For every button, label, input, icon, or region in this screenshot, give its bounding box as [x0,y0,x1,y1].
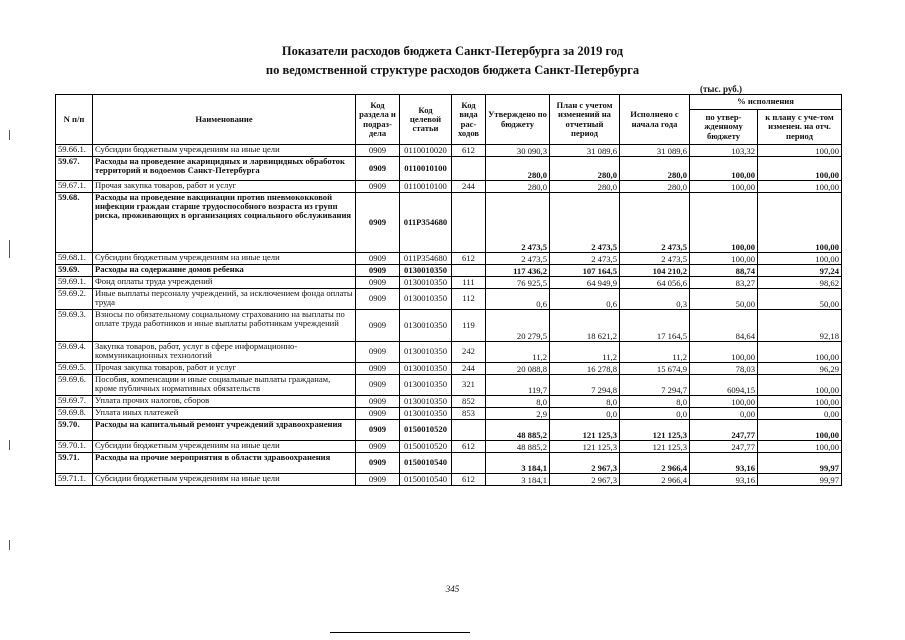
cell-num: 59.69.1. [56,277,93,289]
cell-pp: 100,00 [758,441,842,453]
cell-plan: 0,6 [550,289,620,310]
cell-exec: 7 294,7 [620,375,690,396]
cell-sec: 0909 [356,453,400,474]
cell-plan: 2 473,5 [550,193,620,253]
cell-pp: 50,00 [758,289,842,310]
cell-approved: 2,9 [486,408,550,420]
cell-sec: 0909 [356,396,400,408]
cell-num: 59.69.2. [56,289,93,310]
cell-plan: 121 125,3 [550,441,620,453]
cell-num: 59.66.1. [56,145,93,157]
table-row [56,157,842,181]
table-row [56,145,842,157]
cell-target: 0130010350 [400,396,452,408]
cell-type: 321 [452,375,486,396]
header-percent-budget: по утвер-жденному бюджету [690,110,758,145]
cell-target: 0150010520 [400,441,452,453]
cell-sec: 0909 [356,181,400,193]
cell-target: 0130010350 [400,363,452,375]
cell-pb: 78,03 [690,363,758,375]
cell-type: 242 [452,342,486,363]
cell-plan: 2 473,5 [550,253,620,265]
cell-num: 59.69.3. [56,310,93,342]
bottom-line [330,632,470,633]
margin-mark [9,440,10,450]
cell-target: 0130010350 [400,277,452,289]
header-percent-plan: к плану с уче-том изменен. на отч. период [758,110,842,145]
cell-exec: 31 089,6 [620,145,690,157]
cell-pb: 247,77 [690,420,758,441]
cell-exec: 104 210,2 [620,265,690,277]
cell-pb: 93,16 [690,474,758,486]
cell-name: Уплата иных платежей [93,408,356,420]
cell-plan: 107 164,5 [550,265,620,277]
cell-approved: 20 279,5 [486,310,550,342]
cell-type [452,453,486,474]
cell-plan: 16 278,8 [550,363,620,375]
cell-sec: 0909 [356,363,400,375]
cell-exec: 121 125,3 [620,441,690,453]
cell-name: Субсидии бюджетным учреждениям на иные цели [93,145,356,157]
cell-type: 111 [452,277,486,289]
margin-mark [9,130,10,140]
cell-exec: 0,3 [620,289,690,310]
cell-type [452,265,486,277]
table-row [56,474,842,486]
table-row [56,289,842,310]
cell-approved: 76 925,5 [486,277,550,289]
cell-type [452,420,486,441]
cell-sec: 0909 [356,157,400,181]
cell-exec: 2 966,4 [620,453,690,474]
cell-pp: 100,00 [758,193,842,253]
cell-name: Расходы на капитальный ремонт учреждений здравоохранения [93,420,356,441]
cell-exec: 8,0 [620,396,690,408]
cell-pp: 96,29 [758,363,842,375]
cell-num: 59.69.7. [56,396,93,408]
table-row [56,253,842,265]
cell-plan: 18 621,2 [550,310,620,342]
cell-pp: 100,00 [758,181,842,193]
cell-sec: 0909 [356,145,400,157]
page-number: 345 [445,584,460,594]
cell-sec: 0909 [356,265,400,277]
margin-mark [9,540,10,550]
cell-approved: 119,7 [486,375,550,396]
cell-name: Расходы на проведение вакцинации против пневмококковой инфекции граждан старше трудоспособного возраста из групп риска, проживающих в организациях социального обслуживания [93,193,356,253]
cell-pp: 100,00 [758,396,842,408]
cell-plan: 0,0 [550,408,620,420]
budget-table [55,94,842,486]
cell-plan: 31 089,6 [550,145,620,157]
cell-type [452,193,486,253]
cell-num: 59.70. [56,420,93,441]
cell-num: 59.69.5. [56,363,93,375]
cell-name: Расходы на прочие мероприятия в области здравоохранения [93,453,356,474]
cell-name: Уплата прочих налогов, сборов [93,396,356,408]
cell-approved: 20 088,8 [486,363,550,375]
cell-approved: 117 436,2 [486,265,550,277]
cell-num: 59.70.1. [56,441,93,453]
cell-pb: 103,32 [690,145,758,157]
table-row [56,453,842,474]
cell-target: 0130010350 [400,375,452,396]
cell-num: 59.71.1. [56,474,93,486]
cell-pb: 6094,15 [690,375,758,396]
header-num: N п/п [56,95,93,145]
cell-approved: 2 473,5 [486,253,550,265]
cell-approved: 280,0 [486,157,550,181]
cell-name: Субсидии бюджетным учреждениям на иные цели [93,441,356,453]
cell-target: 0130010350 [400,408,452,420]
cell-pp: 99,97 [758,453,842,474]
table-row [56,277,842,289]
header-target-code: Код целевой статьи [400,95,452,145]
cell-target: 0110010020 [400,145,452,157]
table-row [56,396,842,408]
cell-num: 59.67.1. [56,181,93,193]
header-executed: Исполнено с начала года [620,95,690,145]
table-row [56,342,842,363]
cell-target: 0110010100 [400,181,452,193]
header-section-code: Код раздела и подраз-дела [356,95,400,145]
cell-type: 612 [452,474,486,486]
cell-approved: 48 885,2 [486,441,550,453]
cell-type: 244 [452,181,486,193]
cell-approved: 280,0 [486,181,550,193]
cell-num: 59.69.4. [56,342,93,363]
cell-target: 0130010350 [400,342,452,363]
margin-mark [9,240,10,258]
cell-sec: 0909 [356,310,400,342]
cell-target: 0130010350 [400,265,452,277]
cell-num: 59.68. [56,193,93,253]
table-row [56,441,842,453]
table-row [56,193,842,253]
cell-exec: 15 674,9 [620,363,690,375]
cell-pb: 0,00 [690,408,758,420]
cell-type: 612 [452,145,486,157]
cell-pb: 100,00 [690,253,758,265]
cell-sec: 0909 [356,277,400,289]
table-row [56,363,842,375]
cell-name: Взносы по обязательному социальному страхованию на выплаты по оплате труда работников и иные выплаты работникам учреждений [93,310,356,342]
cell-type: 119 [452,310,486,342]
cell-target: 0110010100 [400,157,452,181]
cell-approved: 11,2 [486,342,550,363]
cell-type: 853 [452,408,486,420]
cell-name: Иные выплаты персоналу учреждений, за исключением фонда оплаты труда [93,289,356,310]
cell-plan: 64 949,9 [550,277,620,289]
cell-exec: 17 164,5 [620,310,690,342]
cell-approved: 3 184,1 [486,474,550,486]
cell-type: 612 [452,253,486,265]
cell-name: Прочая закупка товаров, работ и услуг [93,181,356,193]
cell-target: 0150010540 [400,474,452,486]
cell-pp: 100,00 [758,420,842,441]
cell-num: 59.69.8. [56,408,93,420]
cell-num: 59.67. [56,157,93,181]
cell-approved: 48 885,2 [486,420,550,441]
document-title-line-2: по ведомственной структуре расходов бюджета Санкт-Петербурга [265,63,640,77]
table-row [56,420,842,441]
table-row [56,310,842,342]
cell-approved: 2 473,5 [486,193,550,253]
cell-plan: 2 967,3 [550,474,620,486]
cell-target: 0130010350 [400,310,452,342]
cell-exec: 280,0 [620,181,690,193]
table-body [56,145,842,486]
cell-sec: 0909 [356,289,400,310]
header-plan: План с учетом изменений на отчетный период [550,95,620,145]
table-row [56,375,842,396]
cell-target: 0150010540 [400,453,452,474]
cell-name: Фонд оплаты труда учреждений [93,277,356,289]
cell-pb: 100,00 [690,342,758,363]
cell-sec: 0909 [356,474,400,486]
cell-name: Прочая закупка товаров, работ и услуг [93,363,356,375]
cell-pb: 100,00 [690,396,758,408]
table-row [56,181,842,193]
units-label: (тыс. руб.) [700,84,742,94]
cell-num: 59.71. [56,453,93,474]
header-percent-group: % исполнения [690,95,842,110]
cell-pb: 88,74 [690,265,758,277]
cell-exec: 11,2 [620,342,690,363]
cell-exec: 64 056,6 [620,277,690,289]
cell-pp: 100,00 [758,375,842,396]
table-row [56,265,842,277]
cell-pb: 93,16 [690,453,758,474]
cell-exec: 2 966,4 [620,474,690,486]
cell-exec: 121 125,3 [620,420,690,441]
cell-name: Расходы на содержание домов ребенка [93,265,356,277]
cell-pp: 0,00 [758,408,842,420]
cell-sec: 0909 [356,375,400,396]
cell-pp: 100,00 [758,157,842,181]
document-title-line-1: Показатели расходов бюджета Санкт-Петербурга за 2019 год [281,44,624,58]
cell-exec: 2 473,5 [620,253,690,265]
cell-sec: 0909 [356,193,400,253]
cell-pp: 92,18 [758,310,842,342]
cell-plan: 121 125,3 [550,420,620,441]
cell-pb: 247,77 [690,441,758,453]
cell-pb: 50,00 [690,289,758,310]
cell-name: Субсидии бюджетным учреждениям на иные цели [93,474,356,486]
cell-approved: 8,0 [486,396,550,408]
cell-type: 612 [452,441,486,453]
cell-type [452,157,486,181]
cell-pb: 100,00 [690,193,758,253]
cell-target: 011P354680 [400,253,452,265]
cell-type: 112 [452,289,486,310]
header-name: Наименование [93,95,356,145]
cell-sec: 0909 [356,342,400,363]
cell-target: 011P354680 [400,193,452,253]
cell-name: Пособия, компенсации и иные социальные выплаты гражданам, кроме публичных нормативных обязательств [93,375,356,396]
cell-pp: 98,62 [758,277,842,289]
cell-approved: 30 090,3 [486,145,550,157]
cell-pp: 99,97 [758,474,842,486]
header-approved: Утверждено по бюджету [486,95,550,145]
cell-approved: 0,6 [486,289,550,310]
header-type-code: Код вида рас-ходов [452,95,486,145]
cell-pb: 83,27 [690,277,758,289]
cell-sec: 0909 [356,408,400,420]
cell-num: 59.69. [56,265,93,277]
cell-name: Субсидии бюджетным учреждениям на иные цели [93,253,356,265]
cell-plan: 280,0 [550,157,620,181]
cell-pb: 100,00 [690,181,758,193]
cell-plan: 8,0 [550,396,620,408]
cell-pb: 100,00 [690,157,758,181]
table-row [56,408,842,420]
cell-pp: 97,24 [758,265,842,277]
cell-type: 244 [452,363,486,375]
cell-type: 852 [452,396,486,408]
cell-num: 59.69.6. [56,375,93,396]
cell-target: 0150010520 [400,420,452,441]
cell-name: Расходы на проведение акарицидных и ларвицидных обработок территорий и водоемов Санкт-Петербурга [93,157,356,181]
cell-sec: 0909 [356,420,400,441]
cell-plan: 280,0 [550,181,620,193]
table-header [56,95,842,145]
cell-plan: 2 967,3 [550,453,620,474]
cell-plan: 7 294,8 [550,375,620,396]
cell-exec: 0,0 [620,408,690,420]
cell-pp: 100,00 [758,253,842,265]
cell-exec: 2 473,5 [620,193,690,253]
cell-sec: 0909 [356,441,400,453]
cell-approved: 3 184,1 [486,453,550,474]
cell-target: 0130010350 [400,289,452,310]
cell-sec: 0909 [356,253,400,265]
cell-pp: 100,00 [758,342,842,363]
cell-name: Закупка товаров, работ, услуг в сфере информационно-коммуникационных технологий [93,342,356,363]
cell-pb: 84,64 [690,310,758,342]
cell-num: 59.68.1. [56,253,93,265]
cell-exec: 280,0 [620,157,690,181]
cell-pp: 100,00 [758,145,842,157]
cell-plan: 11,2 [550,342,620,363]
